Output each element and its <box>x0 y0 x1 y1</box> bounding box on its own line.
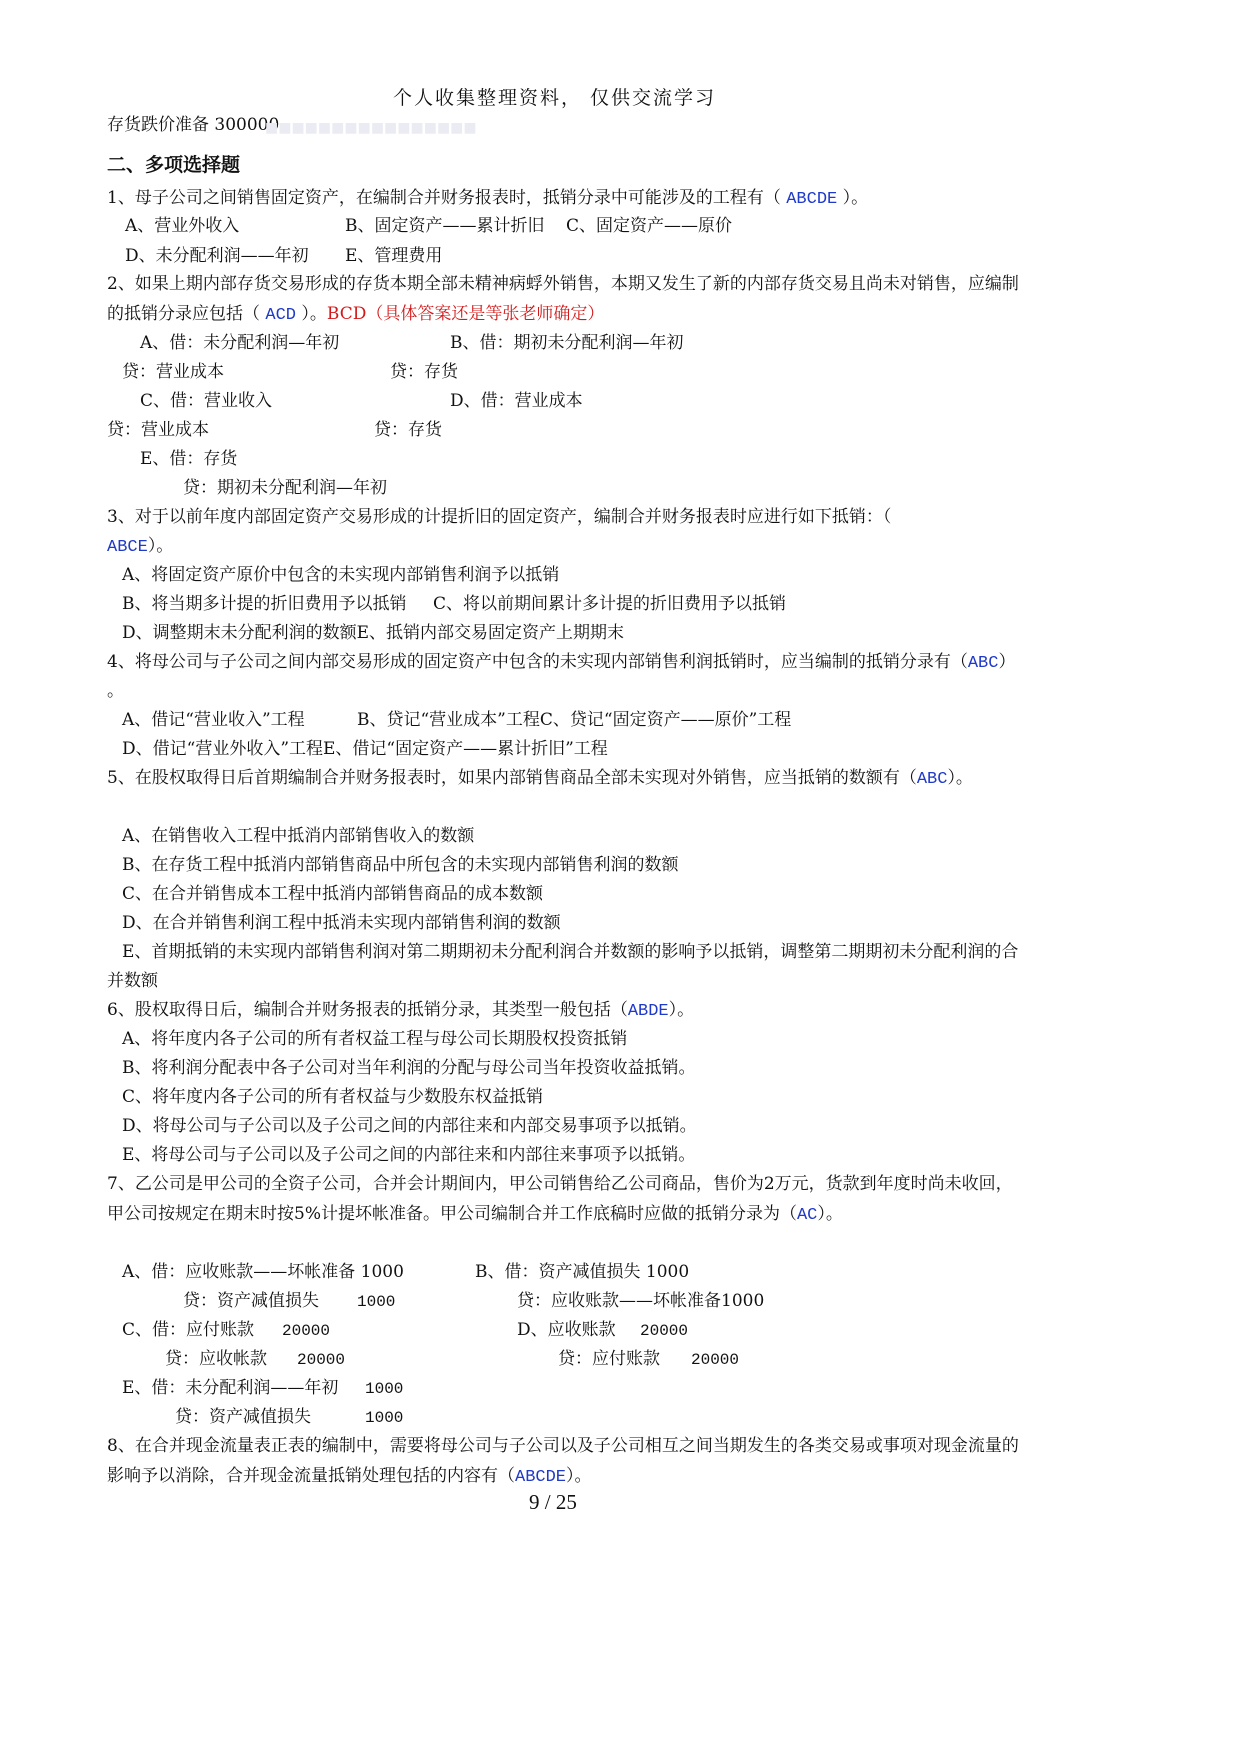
q7-option-d-line1: D、应收账款 <box>517 1320 616 1340</box>
q6-option-e: E、将母公司与子公司以及子公司之间的内部往来和内部往来事项予以抵销。 <box>122 1145 696 1165</box>
q7-option-c-line2: 贷：应收帐款 <box>165 1349 267 1369</box>
answer-1: ABCDE <box>786 190 838 209</box>
q5-option-e-line2: 并数额 <box>107 971 158 991</box>
question-5-stem: 5、在股权取得日后首期编制合并财务报表时，如果内部销售商品全部未实现对外销售，应当抵销的数额有（ABC）。 <box>107 768 973 789</box>
q7-option-a-amount: 1000 <box>357 1293 396 1311</box>
q1-option-e: E、管理费用 <box>345 246 443 266</box>
q1-option-a: A、营业外收入 <box>125 216 240 236</box>
q2-option-e-line2: 贷：期初未分配利润—年初 <box>183 478 387 498</box>
q2-option-e-line1: E、借：存货 <box>140 449 238 469</box>
q2-option-d-line2: 贷：存货 <box>374 420 442 440</box>
question-1-stem: 1、母子公司之间销售固定资产，在编制合并财务报表时，抵销分录中可能涉及的工程有（ ABCDE ）。 <box>107 188 869 209</box>
answer-2: ACD <box>265 306 297 325</box>
q5-option-b: B、在存货工程中抵消内部销售商品中所包含的未实现内部销售利润的数额 <box>122 855 679 875</box>
q7-option-e-line2: 贷：资产减值损失 <box>175 1407 311 1427</box>
q6-option-a: A、将年度内各子公司的所有者权益工程与母公司长期股权投资抵销 <box>122 1029 628 1049</box>
q7-option-d-amount: 20000 <box>640 1322 689 1340</box>
answer-2-note: BCD（具体答案还是等张老师确定） <box>326 304 605 324</box>
q7-option-b-line1: B、借：资产减值损失 1000 <box>475 1262 690 1282</box>
q7-option-b-line2: 贷：应收账款——坏帐准备1000 <box>517 1291 765 1311</box>
q5-option-a: A、在销售收入工程中抵消内部销售收入的数额 <box>122 826 475 846</box>
q6-option-c: C、将年度内各子公司的所有者权益与少数股东权益抵销 <box>122 1087 544 1107</box>
top-line: 存货跌价准备 300000 <box>107 115 280 135</box>
question-7-stem-line2: 甲公司按规定在期末时按5%计提坏帐准备。甲公司编制合并工作底稿时应做的抵销分录为（AC）。 <box>107 1204 843 1225</box>
q2-option-a-line1: A、借：未分配利润—年初 <box>140 333 340 353</box>
q5-option-d: D、在合并销售利润工程中抵消未实现内部销售利润的数额 <box>122 913 561 933</box>
answer-7: AC <box>796 1206 818 1225</box>
q5-option-c: C、在合并销售成本工程中抵消内部销售商品的成本数额 <box>122 884 544 904</box>
q7-option-d-line2: 贷：应付账款 <box>558 1349 660 1369</box>
q1-option-d: D、未分配利润——年初 <box>125 246 309 266</box>
answer-3: ABCE <box>107 538 148 557</box>
question-8-stem-line2: 影响予以消除，合并现金流量抵销处理包括的内容有（ABCDE）。 <box>107 1466 592 1487</box>
question-7-stem-line1: 7、乙公司是甲公司的全资子公司，合并会计期间内，甲公司销售给乙公司商品，售价为2万元，货款到年度时尚未收回， <box>107 1174 1013 1194</box>
q7-option-c-amount: 20000 <box>282 1322 331 1340</box>
page-number: 9 / 25 <box>529 1490 577 1514</box>
q2-option-b-line1: B、借：期初未分配利润—年初 <box>450 333 684 353</box>
question-6-stem: 6、股权取得日后，编制合并财务报表的抵销分录，其类型一般包括（ABDE）。 <box>107 1000 695 1021</box>
q2-option-c-line2: 贷：营业成本 <box>107 420 209 440</box>
q6-option-d: D、将母公司与子公司以及子公司之间的内部往来和内部交易事项予以抵销。 <box>122 1116 697 1136</box>
watermark-text: ■■■■■■■■■■■■■■■■ <box>265 120 477 136</box>
question-3-stem-line2: ABCE）。 <box>107 536 174 557</box>
q5-option-e-line1: E、首期抵销的未实现内部销售利润对第二期期初未分配利润合并数额的影响予以抵销，调整第二期期初未分配利润的合 <box>122 942 1019 962</box>
q7-option-a-line1: A、借：应收账款——坏帐准备 1000 <box>122 1262 404 1282</box>
q3-option-a: A、将固定资产原价中包含的未实现内部销售利润予以抵销 <box>122 565 560 585</box>
q7-option-c-line1: C、借：应付账款 <box>122 1320 255 1340</box>
q7-option-e2-amount: 1000 <box>365 1409 404 1427</box>
question-2-stem-line1: 2、如果上期内部存货交易形成的存货本期全部未精神病蜉外销售，本期又发生了新的内部存货交易且尚未对销售，应编制 <box>107 274 1019 294</box>
question-4-stem-cont: 。 <box>107 681 124 701</box>
q7-option-d2-amount: 20000 <box>691 1351 740 1369</box>
question-2-stem-line2: 的抵销分录应包括（ ACD ）。BCD（具体答案还是等张老师确定） <box>107 304 605 325</box>
q3-option-b: B、将当期多计提的折旧费用予以抵销 <box>122 594 407 614</box>
section-title: 二、多项选择题 <box>107 154 241 176</box>
q2-option-c-line1: C、借：营业收入 <box>140 391 273 411</box>
q2-option-d-line1: D、借：营业成本 <box>450 391 583 411</box>
q7-option-e-line1: E、借：未分配利润——年初 <box>122 1378 339 1398</box>
answer-5: ABC <box>916 770 948 789</box>
answer-8: ABCDE <box>515 1468 567 1487</box>
q3-option-de: D、调整期末未分配利润的数额E、抵销内部交易固定资产上期期末 <box>122 623 625 643</box>
question-4-stem: 4、将母公司与子公司之间内部交易形成的固定资产中包含的未实现内部销售利润抵销时，应当编制的抵销分录有（ABC） <box>107 652 1016 673</box>
page-header: 个人收集整理资料， 仅供交流学习 <box>393 87 717 109</box>
question-3-stem-line1: 3、对于以前年度内部固定资产交易形成的计提折旧的固定资产，编制合并财务报表时应进行如下抵销：（ <box>107 507 892 527</box>
q7-option-a-line2: 贷：资产减值损失 <box>183 1291 319 1311</box>
q7-option-e-amount: 1000 <box>365 1380 404 1398</box>
q6-option-b: B、将利润分配表中各子公司对当年利润的分配与母公司当年投资收益抵销。 <box>122 1058 696 1078</box>
q7-option-c2-amount: 20000 <box>297 1351 346 1369</box>
q1-option-b: B、固定资产——累计折旧 <box>345 216 545 236</box>
answer-6: ABDE <box>627 1002 669 1021</box>
q2-option-a-line2: 贷：营业成本 <box>122 362 224 382</box>
q4-option-a: A、借记“营业收入”工程 <box>122 710 305 730</box>
question-8-stem-line1: 8、在合并现金流量表正表的编制中，需要将母公司与子公司以及子公司相互之间当期发生的各类交易或事项对现金流量的 <box>107 1436 1019 1456</box>
q4-option-bc: B、贷记“营业成本”工程C、贷记“固定资产——原价”工程 <box>357 710 792 730</box>
q1-option-c: C、固定资产——原价 <box>566 216 733 236</box>
q4-option-de: D、借记“营业外收入”工程E、借记“固定资产——累计折旧”工程 <box>122 739 608 759</box>
q3-option-c: C、将以前期间累计多计提的折旧费用予以抵销 <box>433 594 787 614</box>
answer-4: ABC <box>967 654 999 673</box>
q2-option-b-line2: 贷：存货 <box>390 362 458 382</box>
